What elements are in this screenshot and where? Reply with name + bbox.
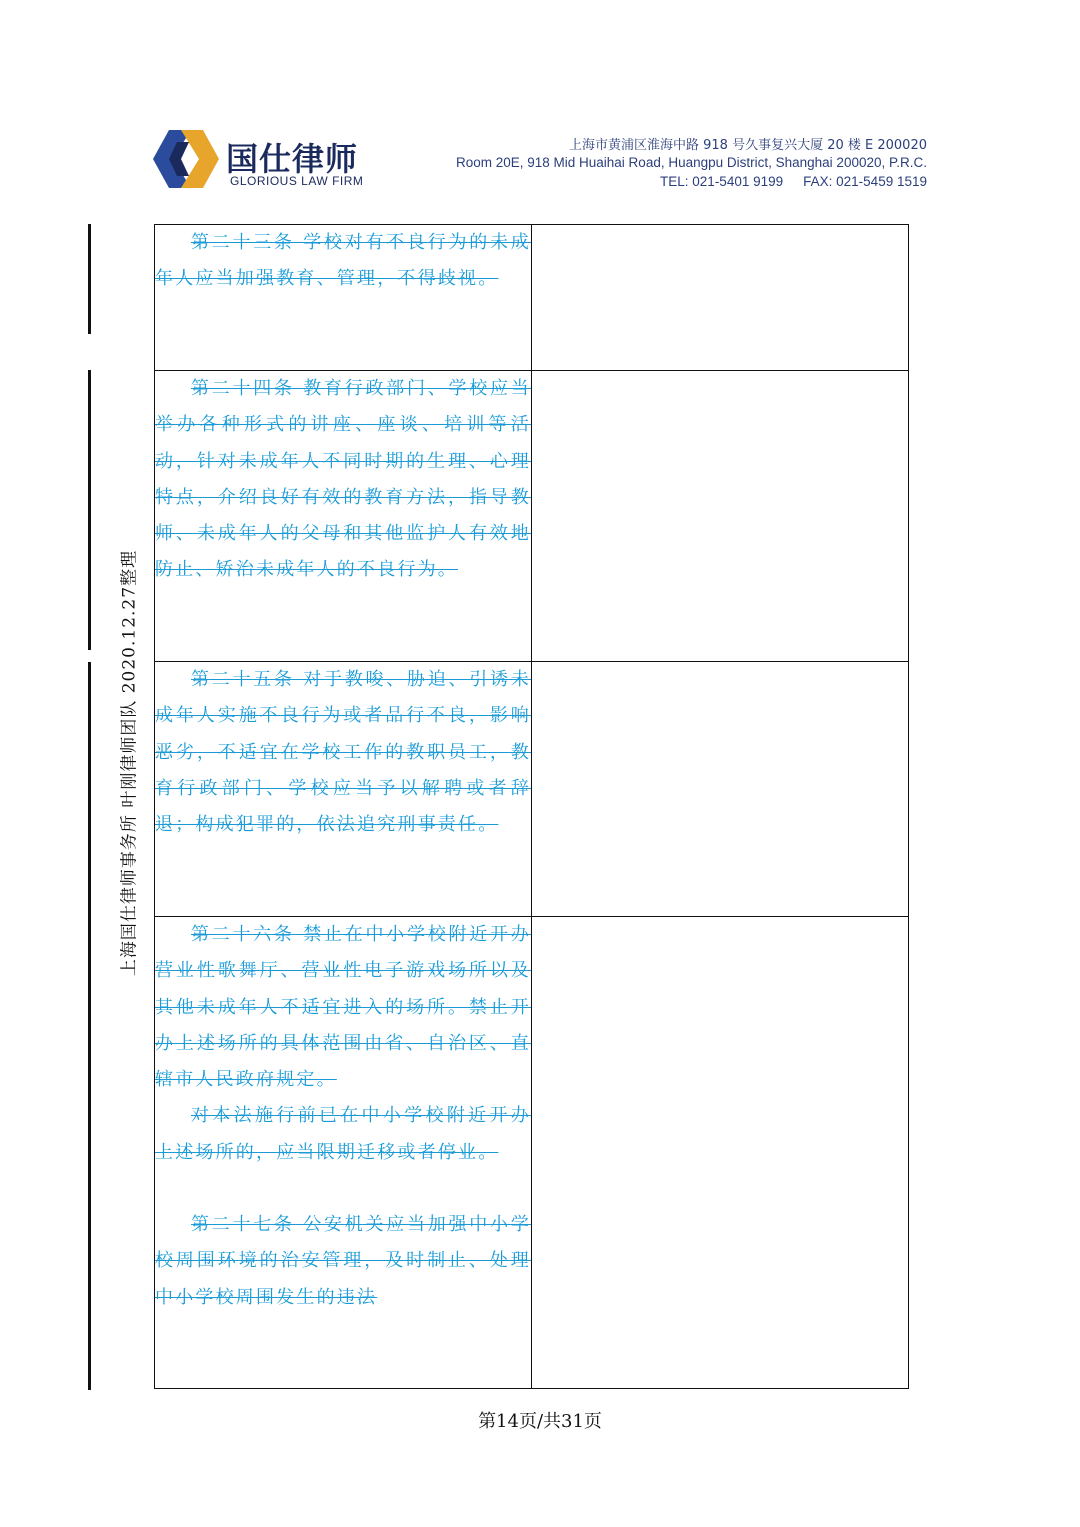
brand-name-cn: 国仕律师 xyxy=(226,140,359,178)
table-row xyxy=(155,917,909,1389)
paragraph-spacer xyxy=(155,1171,531,1207)
fax-number: FAX: 021-5459 1519 xyxy=(803,174,927,189)
sidebar-rule-middle xyxy=(88,370,91,650)
brand-name-en: GLORIOUS LAW FIRM xyxy=(230,174,364,188)
page-number: 第14页/共31页 xyxy=(478,1411,602,1432)
tel-number: TEL: 021-5401 9199 xyxy=(660,174,784,189)
left-cell xyxy=(155,225,532,371)
sidebar-rule-top xyxy=(88,224,91,334)
firm-logo-icon xyxy=(153,130,219,188)
table-row xyxy=(155,371,909,662)
right-cell xyxy=(532,371,909,662)
left-cell xyxy=(155,917,532,1389)
sidebar-rule-bottom xyxy=(88,662,91,1390)
law-comparison-table xyxy=(154,224,909,1389)
table-row xyxy=(155,225,909,371)
sidebar-watermark: 上海国仕律师事务所 叶刚律师团队 2020.12.27整理 xyxy=(119,549,140,977)
address-en: Room 20E, 918 Mid Huaihai Road, Huangpu District, Shanghai 200020, P.R.C. xyxy=(455,155,927,170)
table-row xyxy=(155,662,909,917)
left-cell xyxy=(155,662,532,917)
article-paragraph: 第二十四条 教育行政部门、学校应当举办各种形式的讲座、座谈、培训等活动，针对未成年人不同时期的生理、心理特点，介绍良好有效的教育方法，指导教师、未成年人的父母和其他监护人有效地防止、矫治未成年人的不良行为。 xyxy=(155,378,531,581)
article-paragraph: 对本法施行前已在中小学校附近开办上述场所的，应当限期迁移或者停业。 xyxy=(155,1105,531,1163)
left-cell xyxy=(155,371,532,662)
page-header xyxy=(0,0,1080,215)
article-paragraph: 第二十六条 禁止在中小学校附近开办营业性歌舞厅、营业性电子游戏场所以及其他未成年人不适宜进入的场所。禁止开办上述场所的具体范围由省、自治区、直辖市人民政府规定。 xyxy=(155,924,531,1091)
article-paragraph: 第二十三条 学校对有不良行为的未成年人应当加强教育、管理，不得歧视。 xyxy=(155,232,531,290)
right-cell xyxy=(532,225,909,371)
article-paragraph: 第二十七条 公安机关应当加强中小学校周围环境的治安管理，及时制止、处理中小学校周围发生的违法 xyxy=(155,1214,531,1308)
right-cell xyxy=(532,662,909,917)
contact-line xyxy=(660,174,927,189)
address-cn: 上海市黄浦区淮海中路 918 号久事复兴大厦 20 楼 E 200020 xyxy=(569,138,927,153)
article-paragraph: 第二十五条 对于教唆、胁迫、引诱未成年人实施不良行为或者品行不良，影响恶劣，不适宜在学校工作的教职员工，教育行政部门、学校应当予以解聘或者辞退；构成犯罪的，依法追究刑事责任。 xyxy=(155,669,531,836)
right-cell xyxy=(532,917,909,1389)
